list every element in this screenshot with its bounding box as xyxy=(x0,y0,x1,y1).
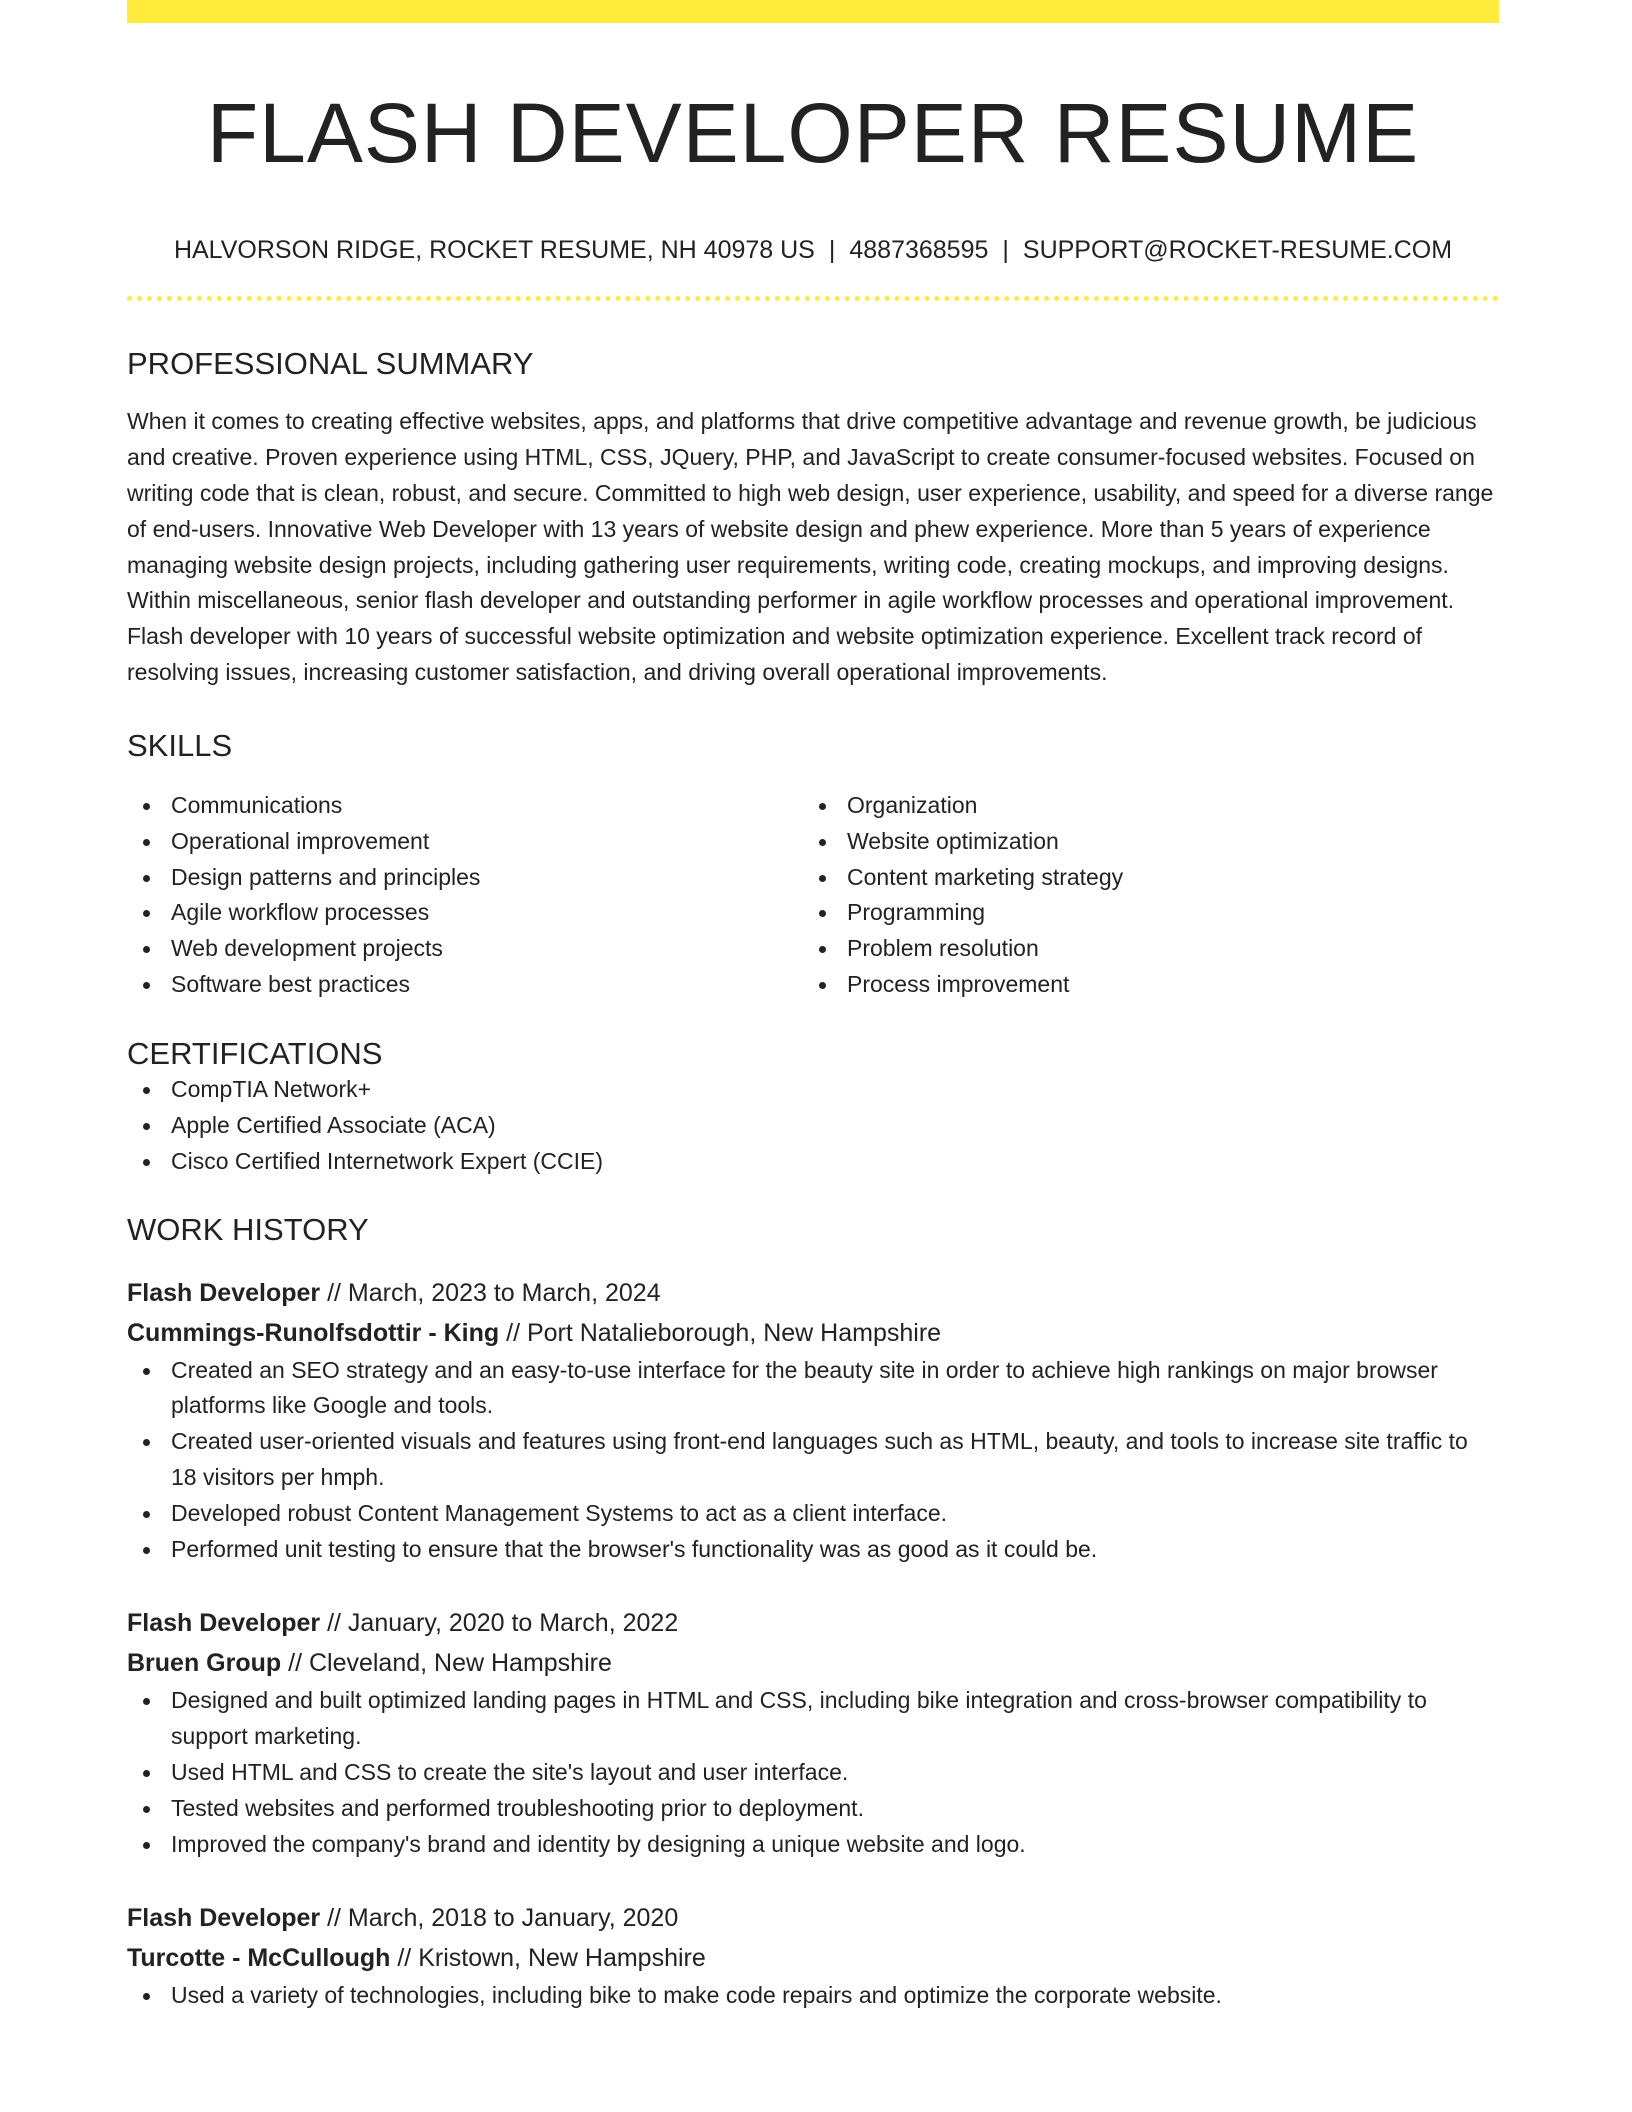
list-item xyxy=(127,824,803,860)
contact-email: SUPPORT@ROCKET-RESUME.COM xyxy=(1022,235,1453,264)
bullet-icon xyxy=(819,946,826,953)
list-item xyxy=(127,1496,1499,1532)
contact-line xyxy=(127,234,1499,267)
bullet-icon xyxy=(143,1368,150,1375)
list-item xyxy=(803,860,1479,896)
list-item xyxy=(127,860,803,896)
bullet-icon xyxy=(143,1159,150,1166)
job-dates: // March, 2023 to March, 2024 xyxy=(320,1278,661,1307)
list-item xyxy=(127,967,803,1003)
job-bullet-text: Used a variety of technologies, including bike to make code repairs and optimize the corporate website. xyxy=(171,1982,1222,2009)
list-item xyxy=(127,1683,1499,1755)
job-company: Turcotte - McCullough xyxy=(127,1944,391,1973)
job-title-line xyxy=(127,1898,1499,1938)
resume-title: FLASH DEVELOPER RESUME xyxy=(206,86,1420,180)
list-item xyxy=(127,1827,1499,1863)
job-dates: // March, 2018 to January, 2020 xyxy=(320,1904,679,1933)
certifications-heading: CERTIFICATIONS xyxy=(127,1035,383,1071)
skill-label: Operational improvement xyxy=(171,827,430,854)
job-bullet-text: Improved the company's brand and identity by designing a unique website and logo. xyxy=(171,1830,1026,1857)
job-bullet-text: Performed unit testing to ensure that the browser's functionality was as good as it could be. xyxy=(171,1535,1098,1562)
job-company-line xyxy=(127,1938,1499,1978)
bullet-icon xyxy=(143,1770,150,1777)
job-bullet-text: Created user-oriented visuals and features using front-end languages such as HTML, beauty, and tools to increase site traffic to 18 visitors per hmph. xyxy=(171,1428,1468,1490)
bullet-icon xyxy=(143,946,150,953)
list-item xyxy=(803,895,1479,931)
bullet-icon xyxy=(143,1698,150,1705)
bullet-icon xyxy=(143,1993,150,2000)
job-bullets xyxy=(127,1683,1499,1862)
contact-separator: | xyxy=(828,235,836,264)
skill-label: Agile workflow processes xyxy=(171,899,430,926)
list-item xyxy=(803,788,1479,824)
job-company-line xyxy=(127,1643,1499,1683)
job-title: Flash Developer xyxy=(127,1609,321,1638)
skills-list-right xyxy=(803,788,1479,1003)
list-item xyxy=(127,1791,1499,1827)
list-item xyxy=(127,895,803,931)
job-title-line xyxy=(127,1273,1499,1313)
bullet-icon xyxy=(143,1806,150,1813)
bullet-icon xyxy=(819,982,826,989)
job-company-line xyxy=(127,1313,1499,1353)
certification-label: Cisco Certified Internetwork Expert (CCIE) xyxy=(171,1147,604,1174)
job-title: Flash Developer xyxy=(127,1278,321,1307)
job-bullet-text: Designed and built optimized landing pages in HTML and CSS, including bike integration and cross-browser compatibility to support marketing. xyxy=(171,1687,1427,1750)
contact-phone: 4887368595 xyxy=(849,235,989,264)
skills-list-left xyxy=(127,788,803,1003)
bullet-icon xyxy=(143,1087,150,1094)
work-history-heading: WORK HISTORY xyxy=(127,1212,369,1248)
skill-label: Design patterns and principles xyxy=(171,863,481,890)
job-company: Bruen Group xyxy=(127,1649,282,1678)
bullet-icon xyxy=(143,982,150,989)
bullet-icon xyxy=(819,803,826,810)
job-title: Flash Developer xyxy=(127,1904,321,1933)
job-bullet-text: Created an SEO strategy and an easy-to-use interface for the beauty site in order to achieve high rankings on major browser platforms like Google and tools. xyxy=(171,1356,1438,1419)
skill-label: Problem resolution xyxy=(847,935,1039,962)
dotted-divider xyxy=(127,296,1499,301)
skills-heading: SKILLS xyxy=(127,727,233,763)
bullet-icon xyxy=(143,1842,150,1849)
bullet-icon xyxy=(819,839,826,846)
job-entry xyxy=(127,1273,1499,1568)
contact-separator: | xyxy=(1002,235,1009,264)
skills-columns xyxy=(127,788,1499,1003)
resume-page xyxy=(127,0,1499,2014)
top-accent-bar xyxy=(127,0,1499,23)
list-item xyxy=(127,1072,1499,1108)
list-item xyxy=(127,931,803,967)
bullet-icon xyxy=(143,1547,150,1554)
skill-label: Web development projects xyxy=(171,935,443,962)
job-bullets xyxy=(127,1353,1499,1568)
list-item xyxy=(127,1108,1499,1144)
list-item xyxy=(127,1532,1499,1568)
list-item xyxy=(127,1755,1499,1791)
bullet-icon xyxy=(819,875,826,882)
list-item xyxy=(803,931,1479,967)
bullet-icon xyxy=(143,910,150,917)
certification-label: Apple Certified Associate (ACA) xyxy=(171,1111,496,1138)
bullet-icon xyxy=(143,875,150,882)
list-item xyxy=(127,1144,1499,1180)
bullet-icon xyxy=(143,1439,150,1446)
list-item xyxy=(803,967,1479,1003)
job-bullet-text: Developed robust Content Management Systems to act as a client interface. xyxy=(171,1499,948,1526)
skill-label: Content marketing strategy xyxy=(847,863,1124,890)
job-title-line xyxy=(127,1603,1499,1643)
summary-text: When it comes to creating effective websites, apps, and platforms that drive competitive advantage and revenue growth, be judicious and creative. Proven experience using HTML, CSS, JQuery, PHP, and JavaScript to create consumer-focused websites. Focused on writing code that is clean, robust, and secure. Committed to high web design, user experience, usability, and speed for a diverse range of end-users. Innovative Web Developer with 13 years of website design and phew experience. More than 5 years of experience managing website design projects, including gathering user requirements, writing code, creating mockups, and improving designs. Within miscellaneous, senior flash developer and outstanding performer in agile workflow processes and operational improvement. Flash developer with 10 years of successful website optimization and website optimization experience. Excellent track record of resolving issues, increasing customer satisfaction, and driving overall operational improvements. xyxy=(127,408,1494,686)
skill-label: Organization xyxy=(847,792,978,819)
contact-address: HALVORSON RIDGE, ROCKET RESUME, NH 40978 US xyxy=(173,235,815,264)
list-item xyxy=(127,1353,1499,1425)
job-location: // Cleveland, New Hampshire xyxy=(281,1649,612,1678)
job-entry xyxy=(127,1603,1499,1862)
bullet-icon xyxy=(819,910,826,917)
skill-label: Software best practices xyxy=(171,971,411,998)
bullet-icon xyxy=(143,1511,150,1518)
bullet-icon xyxy=(143,839,150,846)
list-item xyxy=(803,824,1479,860)
summary-heading: PROFESSIONAL SUMMARY xyxy=(127,346,534,382)
bullet-icon xyxy=(143,1123,150,1130)
job-entry xyxy=(127,1898,1499,2014)
job-location: // Kristown, New Hampshire xyxy=(390,1944,706,1973)
job-bullet-text: Used HTML and CSS to create the site's layout and user interface. xyxy=(171,1758,849,1785)
list-item xyxy=(127,1424,1499,1496)
job-company: Cummings-Runolfsdottir - King xyxy=(127,1318,500,1347)
skill-label: Website optimization xyxy=(847,827,1059,854)
list-item xyxy=(127,1978,1499,2014)
job-bullet-text: Tested websites and performed troubleshooting prior to deployment. xyxy=(171,1794,864,1821)
skill-label: Communications xyxy=(171,792,343,819)
list-item xyxy=(127,788,803,824)
job-dates: // January, 2020 to March, 2022 xyxy=(320,1609,679,1638)
certifications-list xyxy=(127,1072,1499,1179)
job-bullets xyxy=(127,1978,1499,2014)
skill-label: Process improvement xyxy=(847,971,1070,998)
skill-label: Programming xyxy=(847,899,986,926)
job-location: // Port Natalieborough, New Hampshire xyxy=(499,1318,942,1347)
bullet-icon xyxy=(143,803,150,810)
certification-label: CompTIA Network+ xyxy=(171,1076,372,1103)
